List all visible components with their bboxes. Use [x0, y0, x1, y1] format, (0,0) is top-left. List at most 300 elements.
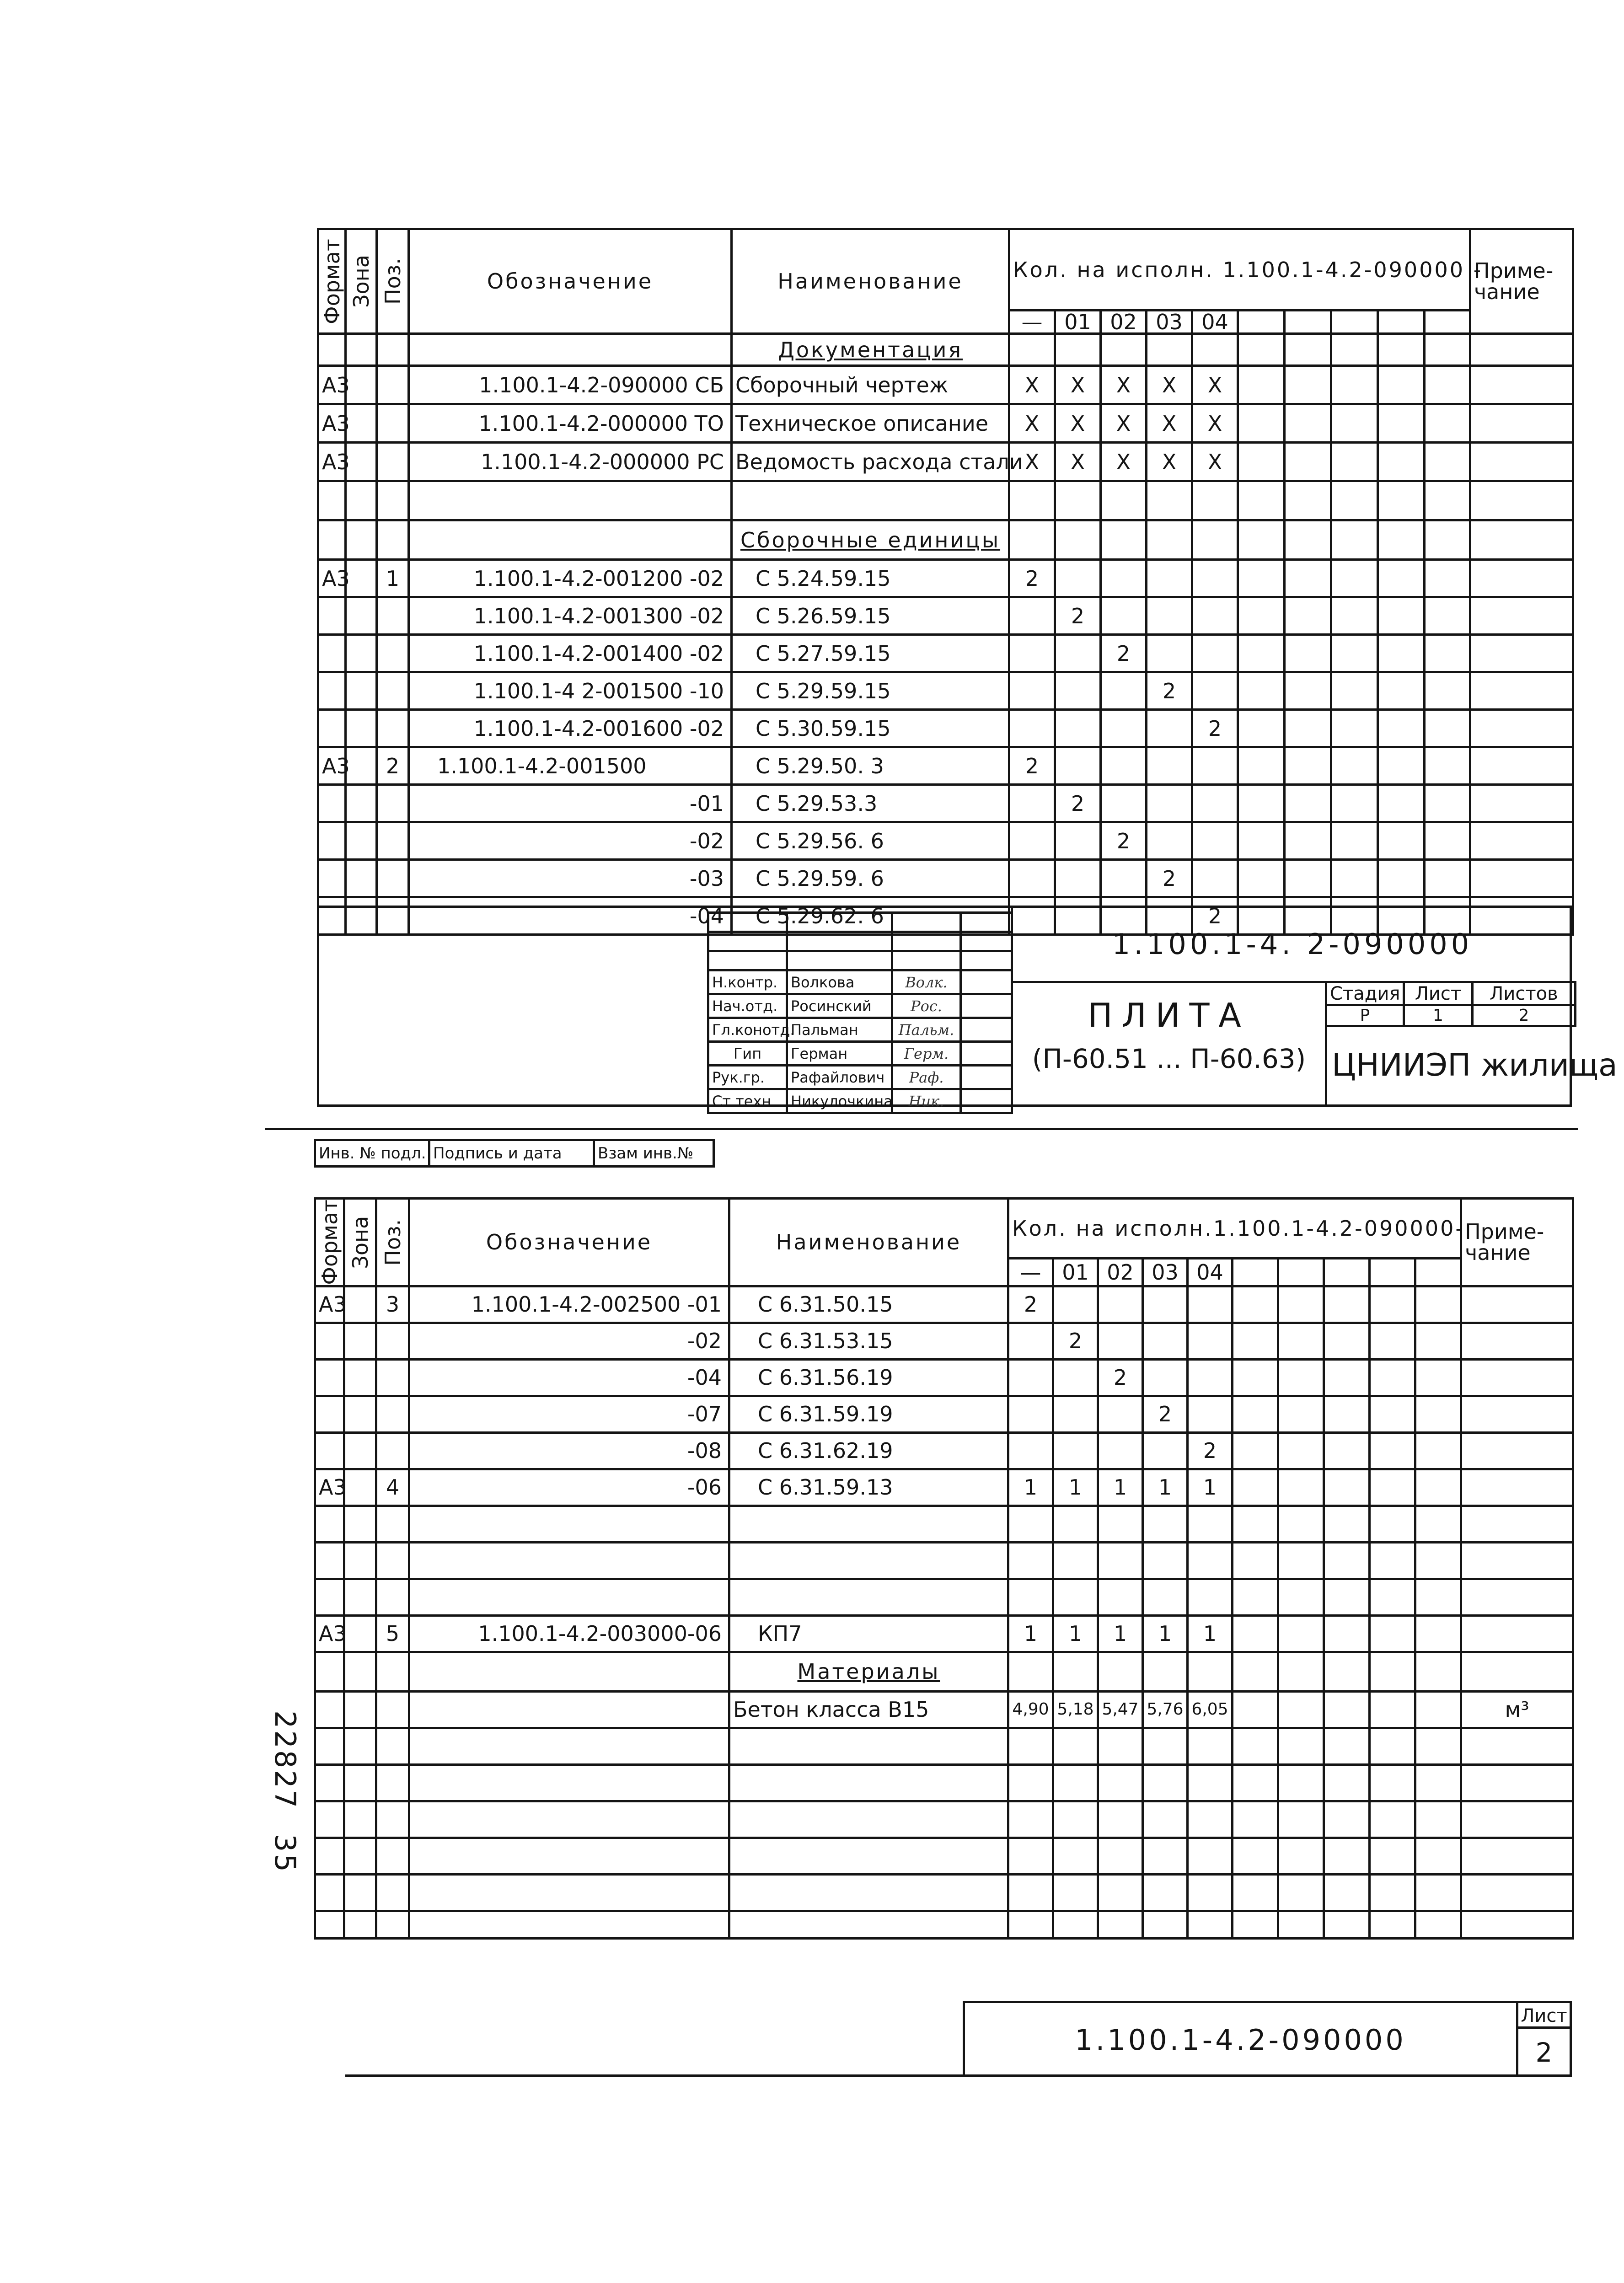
person-name: Герман [787, 1042, 892, 1066]
cell-format [318, 860, 346, 897]
cell-qty: 2 [1053, 1323, 1098, 1359]
cell-qty [1098, 1323, 1143, 1359]
cell-qty: 2 [1008, 1286, 1053, 1323]
col-header-designation: Обозначение [409, 1199, 729, 1286]
cell-mark: X [1055, 443, 1101, 481]
cell-mark: X [1101, 404, 1147, 443]
col-header-note: Приме-чание [1461, 1199, 1573, 1286]
cell-designation: -07 [409, 1396, 729, 1432]
cell-designation: 1.100.1-4.2-001200 -02 [409, 560, 732, 597]
cell-qty [1147, 747, 1192, 785]
cell-mark: X [1101, 366, 1147, 404]
cell-designation: 1.100.1-4.2-090000 СБ [409, 366, 732, 404]
cell-pos: 4 [376, 1469, 409, 1506]
cell-pos: 2 [377, 747, 409, 785]
cell-name: С 6.31.50.15 [729, 1286, 1008, 1323]
sheets-label: Листов [1473, 982, 1576, 1005]
material-qty: 5,76 [1143, 1691, 1188, 1728]
cell-qty [1101, 747, 1147, 785]
cell-format: А3 [315, 1615, 344, 1652]
cell-mark: X [1055, 366, 1101, 404]
cell-qty [1053, 1542, 1098, 1579]
table-row [318, 747, 1573, 785]
table-row [315, 1359, 1573, 1396]
table-row [318, 366, 1573, 404]
cell-qty [1053, 1396, 1098, 1432]
table-row [315, 1323, 1573, 1359]
cell-designation: 1.100.1-4 2-001500 -10 [409, 672, 732, 710]
cell-pos: 5 [376, 1615, 409, 1652]
col-header-note: Приме-чание [1470, 229, 1573, 334]
signature: Раф. [892, 1066, 961, 1089]
cell-format [318, 672, 346, 710]
cell-format: А3 [318, 560, 346, 597]
cell-qty [1008, 1432, 1053, 1469]
variant-base: — [1008, 1259, 1053, 1286]
cell-qty [1009, 597, 1055, 635]
cell-qty [1143, 1506, 1188, 1542]
cell-qty [1009, 710, 1055, 747]
inventory-strip [314, 1139, 715, 1168]
cell-pos: 1 [377, 560, 409, 597]
signature: Пальм. [892, 1018, 961, 1042]
cell-qty [1147, 822, 1192, 860]
cell-qty [1053, 1432, 1098, 1469]
col-header-zone: Зона [346, 229, 377, 334]
cell-qty [1098, 1432, 1143, 1469]
variant-04: 04 [1192, 311, 1238, 334]
signature: Герм. [892, 1042, 961, 1066]
cell-designation: -04 [409, 1359, 729, 1396]
cell-qty [1192, 597, 1238, 635]
table-row [318, 404, 1573, 443]
cell-qty [1009, 860, 1055, 897]
cell-qty [1055, 822, 1101, 860]
col-header-qty: Кол. на исполн.1.100.1-4.2-090000- [1008, 1199, 1461, 1259]
table-row [315, 1396, 1573, 1432]
inv-number-label: Инв. № подл. [315, 1140, 429, 1167]
person-name: Пальман [787, 1018, 892, 1042]
signature-row [708, 1042, 1012, 1066]
cell-qty [1008, 1579, 1053, 1615]
table-row [318, 710, 1573, 747]
cell-mark: X [1147, 443, 1192, 481]
cell-qty [1053, 1359, 1098, 1396]
stage-value: Р [1326, 1005, 1404, 1026]
cell-mark: X [1101, 443, 1147, 481]
cell-mark: X [1192, 366, 1238, 404]
cell-pos [376, 1323, 409, 1359]
sheets-value: 2 [1473, 1005, 1576, 1026]
drawing-title: ПЛИТА [1088, 996, 1250, 1034]
signature-row [708, 1089, 1012, 1113]
cell-qty [1188, 1506, 1233, 1542]
cell-name: С 5.27.59.15 [732, 635, 1009, 672]
cell-name: С 6.31.59.19 [729, 1396, 1008, 1432]
cell-pos [376, 1579, 409, 1615]
footer-sheet-number: 2 [1535, 2037, 1553, 2068]
cell-qty [1188, 1396, 1233, 1432]
table-row [318, 672, 1573, 710]
person-name: Никулочкина [787, 1089, 892, 1113]
variant-01: 01 [1053, 1259, 1098, 1286]
cell-qty: 1 [1098, 1615, 1143, 1652]
col-header-format: Формат [315, 1199, 344, 1286]
cell-qty [1192, 635, 1238, 672]
cell-name: С 6.31.53.15 [729, 1323, 1008, 1359]
cell-qty [1101, 672, 1147, 710]
cell-qty [1098, 1542, 1143, 1579]
cell-format [318, 710, 346, 747]
cell-format: А3 [315, 1286, 344, 1323]
role-label: Гл.конотд. [708, 1018, 787, 1042]
cell-pos [377, 822, 409, 860]
cell-qty [1009, 635, 1055, 672]
material-qty: 4,90 [1008, 1691, 1053, 1728]
cell-name [729, 1542, 1008, 1579]
stage-label: Стадия [1326, 982, 1404, 1005]
section-assembly-units: Сборочные единицы [732, 520, 1009, 560]
cell-qty [1143, 1579, 1188, 1615]
cell-qty [1192, 672, 1238, 710]
cell-designation: 1.100.1-4.2-001500 [409, 747, 732, 785]
drawing-subtitle: (П-60.51 ... П-60.63) [1032, 1043, 1306, 1074]
cell-format: А3 [318, 747, 346, 785]
cell-format: А3 [318, 366, 346, 404]
title-block-main [1011, 906, 1618, 1107]
section-materials: Материалы [729, 1652, 1008, 1691]
title-block-signatures [707, 911, 1013, 1114]
cell-format [315, 1396, 344, 1432]
cell-qty [1009, 785, 1055, 822]
cell-qty [1192, 560, 1238, 597]
cell-mark: X [1055, 404, 1101, 443]
cell-pos [377, 672, 409, 710]
replace-inv-label: Взам инв.№ [594, 1140, 714, 1167]
cell-pos [377, 785, 409, 822]
sheet-separator [265, 1128, 1578, 1130]
cell-name: С 5.29.50. 3 [732, 747, 1009, 785]
variant-03: 03 [1147, 311, 1192, 334]
role-label: Ст.техн. [708, 1089, 787, 1113]
cell-qty [1188, 1542, 1233, 1579]
signature-row [708, 970, 1012, 994]
cell-qty [1101, 860, 1147, 897]
cell-qty [1147, 710, 1192, 747]
cell-qty [1188, 1286, 1233, 1323]
sheet-label: Лист [1404, 982, 1473, 1005]
cell-format [318, 785, 346, 822]
material-qty: 6,05 [1188, 1691, 1233, 1728]
cell-mark: X [1192, 443, 1238, 481]
cell-qty [1143, 1359, 1188, 1396]
variant-02: 02 [1101, 311, 1147, 334]
cell-qty: 2 [1055, 597, 1101, 635]
sheet-value: 1 [1404, 1005, 1473, 1026]
cell-name: Сборочный чертеж [732, 366, 1009, 404]
table-row [318, 860, 1573, 897]
cell-qty [1143, 1542, 1188, 1579]
cell-name: С 5.30.59.15 [732, 710, 1009, 747]
role-label: Гип [708, 1042, 787, 1066]
cell-designation: 1.100.1-4.2-001400 -02 [409, 635, 732, 672]
variant-02: 02 [1098, 1259, 1143, 1286]
role-label: Н.контр. [708, 970, 787, 994]
cell-qty [1147, 635, 1192, 672]
cell-name: С 5.29.62. 6 [732, 897, 1009, 935]
cell-qty [1009, 672, 1055, 710]
cell-qty [1147, 560, 1192, 597]
cell-qty [1101, 597, 1147, 635]
cell-designation: -01 [409, 785, 732, 822]
material-name: Бетон класса В15 [729, 1691, 1008, 1728]
cell-designation: 1.100.1-4.2-000000 РС [409, 443, 732, 481]
cell-qty [1008, 1542, 1053, 1579]
margin-page-number: 35 [268, 1834, 302, 1874]
stage-table [1325, 981, 1576, 1027]
cell-name: С 5.24.59.15 [732, 560, 1009, 597]
col-header-name: Наименование [729, 1199, 1008, 1286]
cell-designation: 1.100.1-4.2-001600 -02 [409, 710, 732, 747]
material-qty: 5,18 [1053, 1691, 1098, 1728]
cell-designation: -08 [409, 1432, 729, 1469]
signature-row [708, 994, 1012, 1018]
cell-qty: 2 [1147, 672, 1192, 710]
person-name: Росинский [787, 994, 892, 1018]
cell-mark: X [1147, 404, 1192, 443]
role-label: Нач.отд. [708, 994, 787, 1018]
cell-qty [1055, 672, 1101, 710]
cell-name: С 5.29.59. 6 [732, 860, 1009, 897]
cell-qty: 2 [1101, 635, 1147, 672]
cell-name: КП7 [729, 1615, 1008, 1652]
table-row [315, 1542, 1573, 1579]
cell-pos [376, 1506, 409, 1542]
cell-qty [1055, 560, 1101, 597]
organization-name: ЦНИИЭП жилища [1332, 1047, 1618, 1083]
cell-qty: 1 [1008, 1615, 1053, 1652]
cell-qty [1101, 785, 1147, 822]
cell-qty: 2 [1009, 560, 1055, 597]
cell-qty: 1 [1098, 1469, 1143, 1506]
cell-qty [1098, 1506, 1143, 1542]
cell-qty: 1 [1143, 1615, 1188, 1652]
variant-03: 03 [1143, 1259, 1188, 1286]
cell-qty: 1 [1053, 1615, 1098, 1652]
cell-qty: 2 [1009, 747, 1055, 785]
cell-designation [409, 1579, 729, 1615]
col-header-format: Формат [318, 229, 346, 334]
material-unit: м³ [1461, 1691, 1573, 1728]
cell-qty [1055, 860, 1101, 897]
cell-qty [1188, 1359, 1233, 1396]
cell-qty [1008, 1323, 1053, 1359]
cell-qty [1192, 785, 1238, 822]
cell-pos [376, 1396, 409, 1432]
cell-format [318, 597, 346, 635]
signature: Волк. [892, 970, 961, 994]
table-row [318, 785, 1573, 822]
cell-name: С 5.29.59.15 [732, 672, 1009, 710]
cell-qty: 2 [1098, 1359, 1143, 1396]
cell-qty: 1 [1008, 1469, 1053, 1506]
cell-designation: -02 [409, 1323, 729, 1359]
table-row [318, 560, 1573, 597]
spec-table-sheet1 [317, 228, 1574, 936]
variant-04: 04 [1188, 1259, 1233, 1286]
cell-pos [377, 710, 409, 747]
col-header-qty: Кол. на исполн. 1.100.1-4.2-090000 - [1009, 229, 1470, 311]
person-name: Рафайлович [787, 1066, 892, 1089]
cell-qty: 2 [1188, 1432, 1233, 1469]
cell-mark: X [1009, 366, 1055, 404]
col-header-pos: Поз. [377, 229, 409, 334]
signature: Ник. [892, 1089, 961, 1113]
cell-qty [1101, 560, 1147, 597]
cell-format [315, 1432, 344, 1469]
cell-format: А3 [315, 1469, 344, 1506]
cell-qty [1143, 1323, 1188, 1359]
cell-qty: 1 [1188, 1469, 1233, 1506]
cell-designation: -06 [409, 1469, 729, 1506]
cell-pos [376, 1432, 409, 1469]
variant-01: 01 [1055, 311, 1101, 334]
cell-name: С 6.31.59.13 [729, 1469, 1008, 1506]
cell-designation: 1.100.1-4.2-003000-06 [409, 1615, 729, 1652]
cell-designation: 1.100.1-4.2-000000 ТО [409, 404, 732, 443]
cell-qty [1053, 1506, 1098, 1542]
cell-format [318, 635, 346, 672]
variant-base: — [1009, 311, 1055, 334]
cell-pos [377, 860, 409, 897]
sign-date-label: Подпись и дата [429, 1140, 594, 1167]
cell-qty [1053, 1579, 1098, 1615]
cell-qty [1147, 597, 1192, 635]
table-row [315, 1469, 1573, 1506]
cell-qty [1098, 1396, 1143, 1432]
cell-qty [1101, 710, 1147, 747]
cell-designation: 1.100.1-4.2-001300 -02 [409, 597, 732, 635]
signature-row [708, 1066, 1012, 1089]
cell-qty: 2 [1055, 785, 1101, 822]
cell-pos [377, 635, 409, 672]
cell-format [315, 1506, 344, 1542]
cell-name [729, 1506, 1008, 1542]
table-row [315, 1579, 1573, 1615]
role-label: Рук.гр. [708, 1066, 787, 1089]
margin-archive-number: 22827 [268, 1710, 302, 1810]
cell-name: С 5.26.59.15 [732, 597, 1009, 635]
col-header-name: Наименование [732, 229, 1009, 334]
signature: Рос. [892, 994, 961, 1018]
cell-qty [1147, 785, 1192, 822]
cell-name [729, 1579, 1008, 1615]
cell-name: С 6.31.62.19 [729, 1432, 1008, 1469]
cell-format [315, 1359, 344, 1396]
cell-qty [1055, 635, 1101, 672]
table-row [315, 1615, 1573, 1652]
cell-qty [1188, 1579, 1233, 1615]
signature-row [708, 1018, 1012, 1042]
cell-qty: 1 [1188, 1615, 1233, 1652]
cell-pos [377, 597, 409, 635]
cell-qty [1143, 1432, 1188, 1469]
cell-name: С 5.29.56. 6 [732, 822, 1009, 860]
cell-qty [1192, 822, 1238, 860]
cell-format: А3 [318, 443, 346, 481]
table-row [315, 1286, 1573, 1323]
cell-format: А3 [318, 404, 346, 443]
cell-mark: X [1147, 366, 1192, 404]
cell-qty [1053, 1286, 1098, 1323]
cell-pos [376, 1542, 409, 1579]
cell-name: Ведомость расхода стали [732, 443, 1009, 481]
table-row [315, 1506, 1573, 1542]
cell-pos: 3 [376, 1286, 409, 1323]
cell-mark: X [1192, 404, 1238, 443]
table-row [318, 443, 1573, 481]
cell-mark: X [1009, 404, 1055, 443]
cell-qty [1008, 1506, 1053, 1542]
cell-name: С 6.31.56.19 [729, 1359, 1008, 1396]
table-row [315, 1432, 1573, 1469]
col-header-designation: Обозначение [409, 229, 732, 334]
cell-qty: 1 [1053, 1469, 1098, 1506]
cell-designation [409, 1542, 729, 1579]
cell-mark: X [1009, 443, 1055, 481]
cell-qty: 2 [1143, 1396, 1188, 1432]
table-row [318, 822, 1573, 860]
cell-qty [1008, 1359, 1053, 1396]
cell-qty [1009, 822, 1055, 860]
cell-format [315, 1542, 344, 1579]
cell-qty [1143, 1286, 1188, 1323]
cell-designation: -04 [409, 897, 732, 935]
cell-designation: -03 [409, 860, 732, 897]
cell-qty [1098, 1579, 1143, 1615]
cell-qty [1098, 1286, 1143, 1323]
cell-qty: 2 [1192, 897, 1238, 935]
cell-qty [1055, 710, 1101, 747]
cell-designation [409, 1506, 729, 1542]
stage-block [1325, 981, 1618, 1107]
cell-qty: 2 [1101, 822, 1147, 860]
material-qty: 5,47 [1098, 1691, 1143, 1728]
doc-number: 1.100.1-4. 2-090000 [1013, 906, 1572, 983]
col-header-zone: Зона [344, 1199, 376, 1286]
footer-block [963, 2001, 1572, 2077]
footer-sheet-label: Лист [1518, 2003, 1570, 2029]
cell-pos [376, 1359, 409, 1396]
cell-name: Техническое описание [732, 404, 1009, 443]
cell-qty: 2 [1147, 860, 1192, 897]
person-name: Волкова [787, 970, 892, 994]
cell-name: С 5.29.53.3 [732, 785, 1009, 822]
cell-qty [1192, 860, 1238, 897]
table-row [318, 597, 1573, 635]
cell-format [315, 1579, 344, 1615]
cell-format [315, 1323, 344, 1359]
cell-qty [1192, 747, 1238, 785]
cell-qty [1008, 1396, 1053, 1432]
table-row [318, 635, 1573, 672]
section-documentation: Документация [732, 334, 1009, 366]
spec-table-sheet2 [314, 1197, 1574, 1940]
cell-qty: 1 [1143, 1469, 1188, 1506]
cell-qty [1188, 1323, 1233, 1359]
cell-designation: 1.100.1-4.2-002500 -01 [409, 1286, 729, 1323]
table-row [315, 1691, 1573, 1728]
